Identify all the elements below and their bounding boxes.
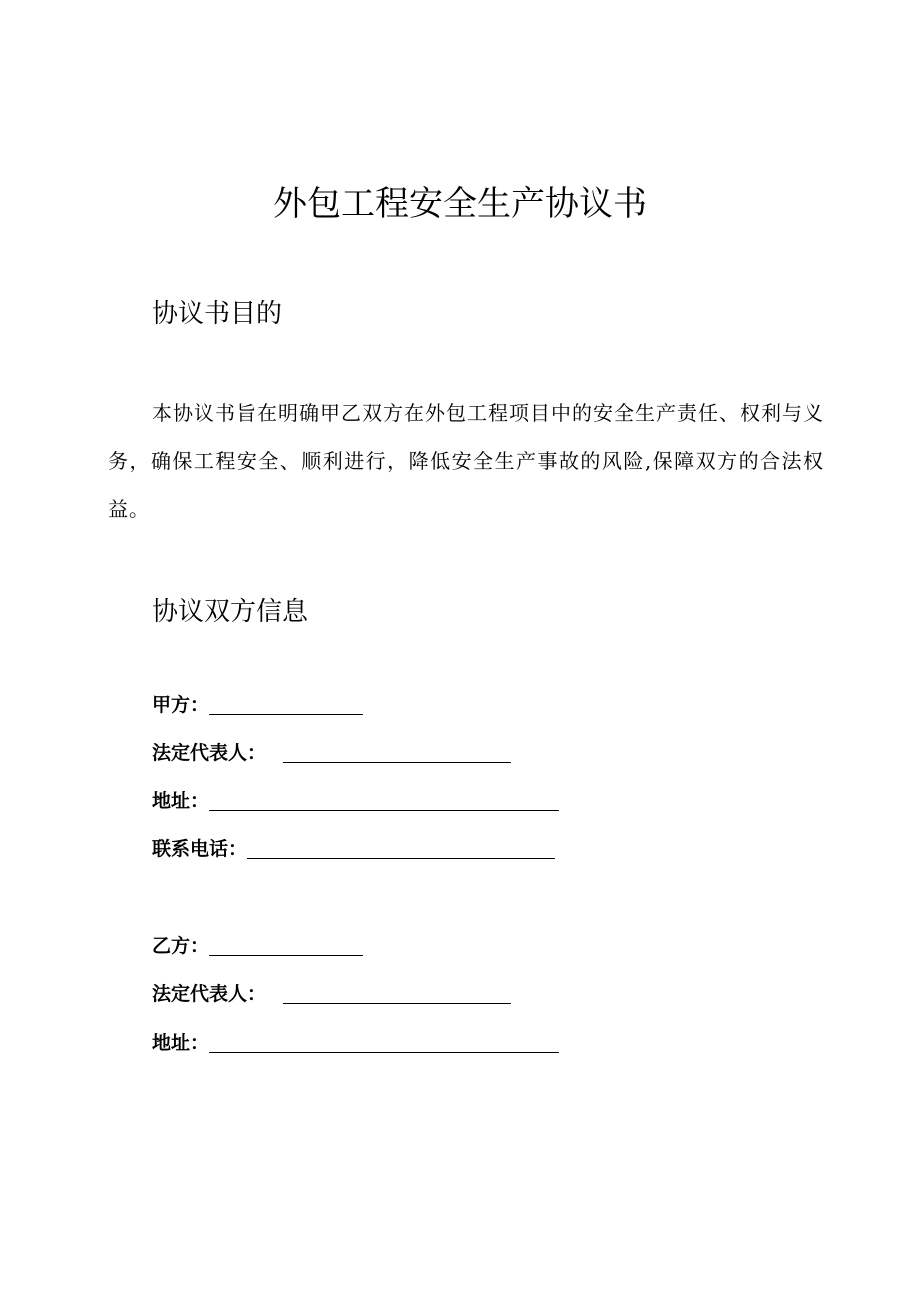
purpose-paragraph: 本协议书旨在明确甲乙双方在外包工程项目中的安全生产责任、权利与义务，确保工程安全、顺利进行，降低安全生产事故的风险,保障双方的合法权益。 [108, 401, 824, 521]
party-b-name-field[interactable] [209, 933, 363, 956]
party-a-address-row [152, 784, 559, 814]
party-b-address-label: 地址： [152, 1032, 210, 1054]
party-b-address-row [152, 1026, 559, 1056]
party-b-rep-row [152, 977, 511, 1007]
party-b-rep-label: 法定代表人： [152, 983, 267, 1005]
party-a-name-label: 甲方： [152, 694, 210, 716]
party-a-phone-label: 联系电话： [152, 838, 248, 860]
party-a-phone-row [152, 832, 555, 862]
party-a-rep-field[interactable] [283, 740, 511, 763]
party-a-phone-field[interactable] [247, 836, 555, 859]
purpose-heading: 协议书目的 [152, 299, 283, 329]
party-b-name-label: 乙方： [152, 935, 210, 957]
party-a-rep-label: 法定代表人： [152, 742, 267, 764]
party-b-rep-field[interactable] [283, 981, 511, 1004]
party-a-address-field[interactable] [209, 788, 559, 811]
party-a-name-row [152, 688, 363, 718]
parties-heading: 协议双方信息 [152, 597, 309, 627]
party-b-address-field[interactable] [209, 1030, 559, 1053]
party-a-name-field[interactable] [209, 692, 363, 715]
document-title: 外包工程安全生产协议书 [273, 184, 647, 224]
party-a-address-label: 地址： [152, 790, 210, 812]
party-b-name-row [152, 929, 363, 959]
party-a-rep-row [152, 736, 511, 766]
